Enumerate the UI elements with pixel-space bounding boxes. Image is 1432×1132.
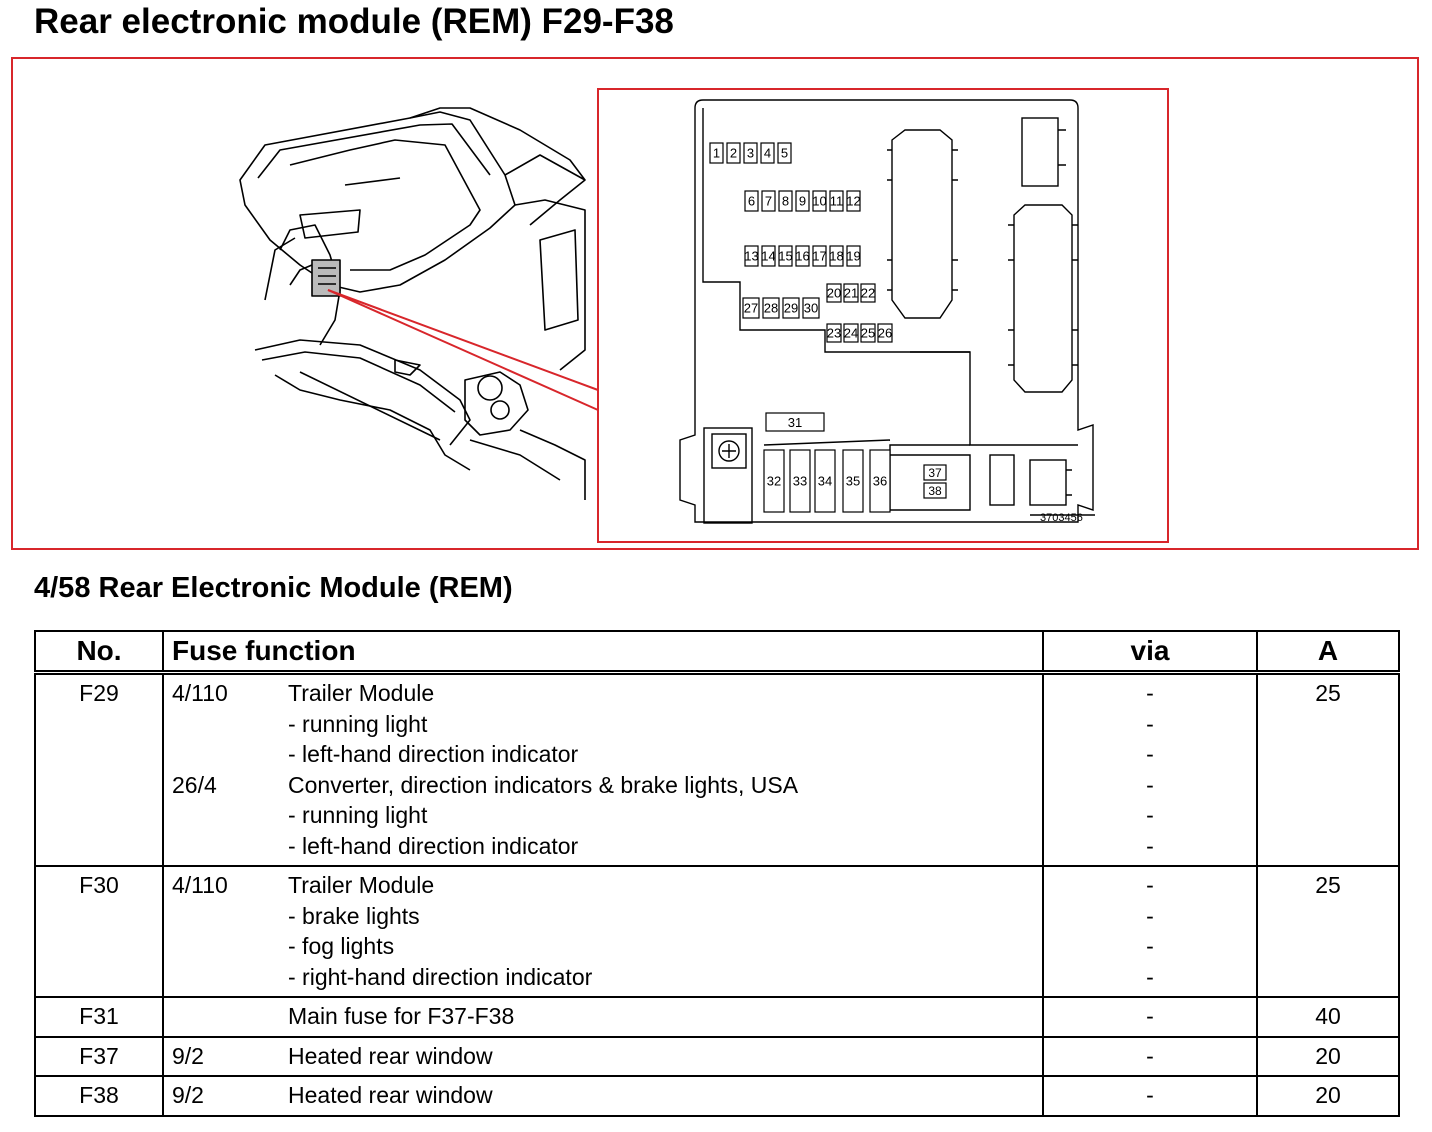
cell-text: F37 <box>79 1042 119 1069</box>
cell-text: Trailer Module <box>288 680 435 706</box>
reference <box>163 1037 280 1077</box>
cell-text: 9/2 <box>172 1042 204 1069</box>
fuse-label: 2 <box>729 145 738 161</box>
fuse-label: 16 <box>795 248 810 264</box>
cell-text: - <box>1146 1003 1154 1029</box>
cell-text: - <box>1146 933 1154 959</box>
cell-text: 40 <box>1315 1003 1341 1029</box>
fuse-label: 9 <box>798 193 807 209</box>
amperage <box>1257 1076 1399 1116</box>
fuse-label: 8 <box>781 193 790 209</box>
cell-text: Trailer Module <box>288 872 435 898</box>
cell-text: - brake lights <box>288 902 420 929</box>
table-row <box>35 673 1399 867</box>
fuse-37-label: 37 <box>928 466 942 480</box>
cell-text <box>172 739 272 770</box>
fuse-label: 3 <box>746 145 755 161</box>
cell-text <box>172 709 272 740</box>
fuse-label: 27 <box>743 300 759 316</box>
fuse-label: 4 <box>763 145 772 161</box>
fuse-label: 10 <box>812 193 827 209</box>
cell-text <box>172 962 272 993</box>
fuse-38-label: 38 <box>928 484 942 498</box>
fuse-label: 12 <box>846 193 861 209</box>
fuse-label: 14 <box>761 248 776 264</box>
fuse-label: 17 <box>812 248 827 264</box>
cell-text: F30 <box>79 872 119 898</box>
cell-text: - fog lights <box>288 933 395 959</box>
fuse-label: 35 <box>845 473 861 489</box>
fuse-label: 36 <box>872 473 888 489</box>
rem-location-diagram <box>0 0 1432 560</box>
fuse-label: 1 <box>712 145 721 161</box>
reference <box>163 866 280 997</box>
table-row <box>35 1037 1399 1077</box>
fuse-label: 6 <box>747 193 756 209</box>
cell-text: - <box>1146 710 1154 737</box>
cell-text <box>172 1001 272 1032</box>
fuse-label: 23 <box>826 325 842 341</box>
cell-text: - <box>1146 902 1154 929</box>
fuse-label: 24 <box>843 325 859 341</box>
cell-text: - <box>1146 802 1154 828</box>
fuse-function <box>280 997 1043 1037</box>
cell-text: Converter, direction indicators & brake lights, USA <box>288 771 799 798</box>
fuse-label: 20 <box>826 285 842 301</box>
reference <box>163 673 280 867</box>
cell-text: 4/110 <box>172 680 228 706</box>
header-fuse-function: Fuse function <box>163 631 1043 673</box>
fuse-function <box>280 1037 1043 1077</box>
cell-text: - <box>1146 680 1154 706</box>
cell-text: 9/2 <box>172 1082 204 1108</box>
cell-text: - right-hand direction indicator <box>288 963 593 990</box>
cell-text: - <box>1146 832 1154 859</box>
fuse-label: 33 <box>792 473 808 489</box>
cell-text <box>172 831 272 862</box>
cell-text: Heated rear window <box>288 1042 493 1069</box>
cell-text: 20 <box>1315 1042 1341 1069</box>
fuse-label: 21 <box>843 285 859 301</box>
fuse-table <box>34 630 1400 1117</box>
fuse-label: 34 <box>817 473 833 489</box>
fuse-number <box>35 997 163 1037</box>
fuse-function <box>280 1076 1043 1116</box>
table-row <box>35 997 1399 1037</box>
cell-text: - <box>1146 872 1154 898</box>
fuse-label: 11 <box>829 193 844 209</box>
cell-text: - <box>1146 741 1154 767</box>
cell-text <box>172 901 272 932</box>
via <box>1043 1076 1257 1116</box>
fuse-label: 29 <box>783 300 799 316</box>
fuse-number <box>35 673 163 867</box>
cell-text: 25 <box>1315 680 1341 706</box>
page-title: Rear electronic module (REM) F29-F38 <box>34 2 674 41</box>
table-row <box>35 866 1399 997</box>
amperage <box>1257 673 1399 867</box>
table-row <box>35 1076 1399 1116</box>
fuse-number <box>35 1037 163 1077</box>
via <box>1043 866 1257 997</box>
fuse-label: 22 <box>860 285 876 301</box>
fuse-31-label: 31 <box>787 415 803 430</box>
vehicle-rear-illustration <box>240 108 585 500</box>
header-no: No. <box>35 631 163 673</box>
cell-text: F31 <box>79 1003 119 1029</box>
via <box>1043 1037 1257 1077</box>
cell-text: - left-hand direction indicator <box>288 741 579 767</box>
cell-text <box>172 931 272 962</box>
fuse-function <box>280 673 1043 867</box>
fuse-label: 32 <box>766 473 782 489</box>
cell-text: - running light <box>288 802 428 828</box>
cell-text: - running light <box>288 710 428 737</box>
fuse-label: 30 <box>803 300 819 316</box>
fuse-label: 28 <box>763 300 779 316</box>
fuse-number <box>35 1076 163 1116</box>
cell-text: Heated rear window <box>288 1082 493 1108</box>
table-header-row <box>35 631 1399 673</box>
fuse-label: 7 <box>764 193 773 209</box>
cell-text: 25 <box>1315 872 1341 898</box>
cell-text: - <box>1146 1082 1154 1108</box>
cell-text: - <box>1146 963 1154 990</box>
header-amp: A <box>1257 631 1399 673</box>
reference <box>163 1076 280 1116</box>
cell-text: - <box>1146 771 1154 798</box>
fuse-label: 18 <box>829 248 844 264</box>
fuse-function <box>280 866 1043 997</box>
amperage <box>1257 866 1399 997</box>
cell-text: 20 <box>1315 1082 1341 1108</box>
cell-text: F38 <box>79 1082 119 1108</box>
fuse-number <box>35 866 163 997</box>
fuse-label: 26 <box>877 325 893 341</box>
section-title: 4/58 Rear Electronic Module (REM) <box>34 572 513 604</box>
cell-text: Main fuse for F37-F38 <box>288 1003 515 1029</box>
via <box>1043 997 1257 1037</box>
fuse-label: 5 <box>780 145 789 161</box>
fuse-label: 13 <box>744 248 759 264</box>
fuse-label: 15 <box>778 248 793 264</box>
cell-text: - left-hand direction indicator <box>288 832 579 859</box>
fuse-label: 25 <box>860 325 876 341</box>
reference <box>163 997 280 1037</box>
via <box>1043 673 1257 867</box>
amperage <box>1257 1037 1399 1077</box>
cell-text: - <box>1146 1042 1154 1069</box>
cell-text <box>172 800 272 831</box>
header-via: via <box>1043 631 1257 673</box>
cell-text: 26/4 <box>172 771 217 798</box>
amperage <box>1257 997 1399 1037</box>
drawing-reference: 3703456 <box>1040 512 1083 524</box>
cell-text: 4/110 <box>172 872 228 898</box>
fuse-label: 19 <box>846 248 861 264</box>
cell-text: F29 <box>79 680 119 706</box>
